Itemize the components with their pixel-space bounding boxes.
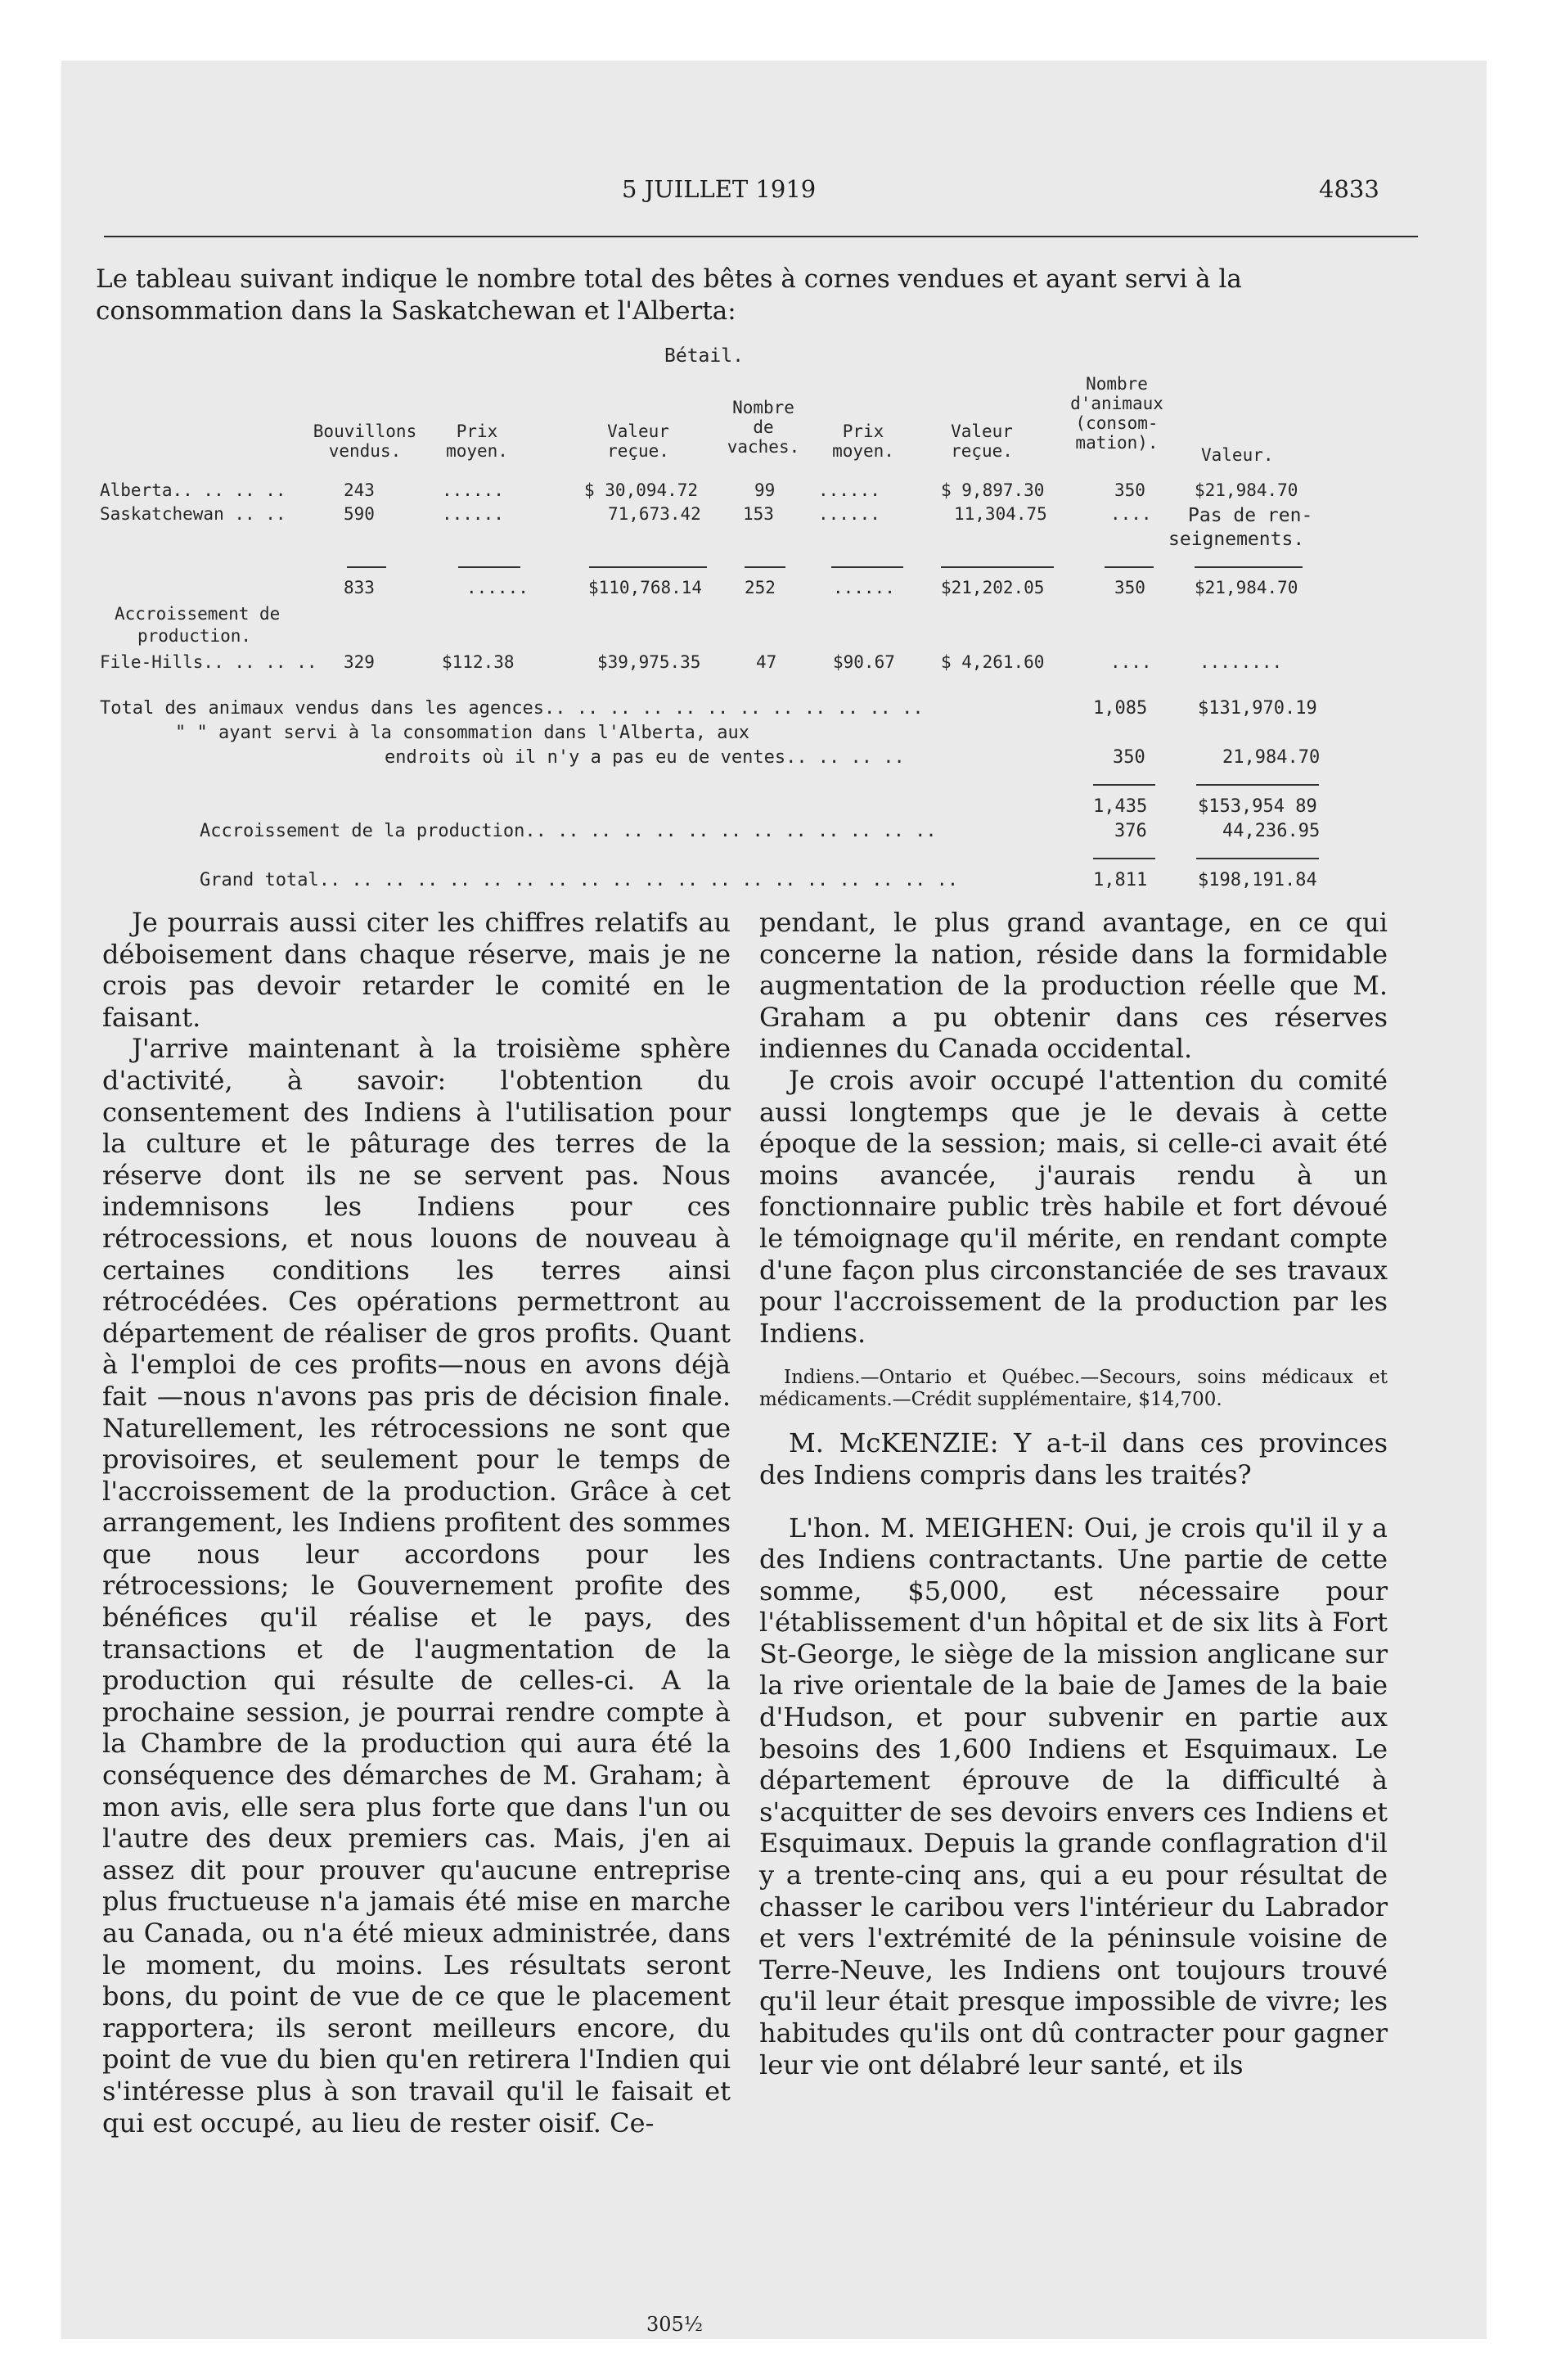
page-number: 4833 xyxy=(1319,175,1379,203)
intro-paragraph: Le tableau suivant indique le nombre total des bêtes à cornes vendues et ayant servi à la consommation dans la Saskatchewan et l'Alberta: xyxy=(96,264,1242,326)
row-label-saskatchewan: Saskatchewan .. .. xyxy=(100,504,286,524)
header-prix-1: Prix moyen. xyxy=(446,421,508,461)
file-hills-bouvillons: 329 xyxy=(344,652,375,672)
saskatchewan-prix-2: ...... xyxy=(818,504,880,524)
summary-sum-value: $153,954 89 xyxy=(1198,796,1317,817)
subtotal-animaux: 350 xyxy=(1114,578,1145,597)
saskatchewan-animaux: .... xyxy=(1110,504,1152,524)
alberta-prix-1: ...... xyxy=(442,480,504,500)
header-bouvillons: Bouvillons vendus. xyxy=(313,421,417,461)
left-paragraph-2: J'arrive maintenant à la troisième sphère d'activité, à savoir: l'obtention du consentement des Indiens à l'utilisation pour la culture et le pâturage des terres de la réserve dont ils ne se servent pas. Nous indemnisons les Indiens pour ces rétrocessions, et nous louons de nouveau à certaines conditions les terres ainsi rétrocédées. Ces opérations permettront au département de réaliser de gros profits. Quant à l'emploi de ces profits—nous en avons déjà fait —nous n'avons pas pris de décision finale. Naturellement, les rétrocessions ne sont que provisoires, et seulement pour le temps de l'accroissement de la production. Grâce à cet arrangement, les Indiens profitent des sommes que nous leur accordons pour les rétrocessions; le Gouvernement profite des bénéfices qu'il réalise et le pays, des transactions et de l'augmentation de la production qui résulte de celles-ci. A la prochaine session, je pourrai rendre compte à la Chambre de la production qui aura été la conséquence des démarches de M. Graham; à mon avis, elle sera plus forte que dans l'un ou l'autre des deux premiers cas. Mais, j'en ai assez dit pour prouver qu'aucune entreprise plus fructueuse n'a jamais été mise en marche au Canada, ou n'a été mieux administrée, dans le moment, du moins. Les résultats seront bons, du point de vue de ce que le placement rapportera; ils seront meilleurs encore, du point de vue du bien qu'en retirera l'Indien qui s'intéresse plus à son travail qu'il le faisait et qui est occupé, au lieu de rester oisif. Ce- xyxy=(102,1033,731,2139)
saskatchewan-vaches: 153 xyxy=(743,504,774,524)
summary-total-value: $131,970.19 xyxy=(1198,698,1317,719)
header-nombre-vaches: Nombre de vaches. xyxy=(727,398,800,457)
rule-animaux xyxy=(1105,566,1154,568)
summary-alberta-label-b: endroits où il n'y a pas eu de ventes.. .. .. .. xyxy=(385,747,905,768)
summary-rule-value xyxy=(1196,784,1319,786)
right-paragraph-meighen: L'hon. M. MEIGHEN: Oui, je crois qu'il il y a des Indiens contractants. Une partie de cette somme, $5,000, est nécessaire pour l'établissement d'un hôpital et de six lits à Fort St-George, le siège de la mission anglicane sur la rive orientale de la baie de James de la baie d'Hudson, et pour subvenir en partie aux besoins des 1,600 Indiens et Esquimaux. Le département éprouve de la difficulté à s'acquitter de ses devoirs envers ces Indiens et Esquimaux. Depuis la grande conflagration d'il y a trente-cinq ans, qui a eu pour résultat de chasser le caribou vers l'intérieur du Labrador et vers l'extrémité de la péninsule voisine de Terre-Neuve, les Indiens ont toujours trouvé qu'il leur était presque impossible de vivre; les habitudes qu'ils ont dû contracter pour gagner leur vie ont délabré leur santé, et ils xyxy=(759,1512,1388,2080)
summary-rule-value-2 xyxy=(1196,858,1319,859)
row-label-alberta: Alberta.. .. .. .. xyxy=(100,480,286,500)
header-valeur-2: Valeur reçue. xyxy=(951,421,1013,461)
summary-sum-count: 1,435 xyxy=(1093,796,1148,817)
rule-valeur-3 xyxy=(1195,566,1303,568)
subtotal-prix-1: ...... xyxy=(466,578,529,597)
summary-alberta-value: 21,984.70 xyxy=(1222,747,1321,768)
header-valeur-1: Valeur reçue. xyxy=(607,421,669,461)
subtotal-valeur-3: $21,984.70 xyxy=(1195,578,1298,597)
right-paragraph-2: Je crois avoir occupé l'attention du comité aussi longtemps que je le devais à cette époque de la session; mais, si celle-ci avait été moins avancée, j'aurais rendu à un fonctionnaire public très habile et fort dévoué le témoignage qu'il mérite, en rendant compte d'une façon plus circonstanciée de ses travaux pour l'accroissement de la production par les Indiens. xyxy=(759,1064,1388,1349)
row-label-file-hills: File-Hills.. .. .. .. xyxy=(100,652,317,672)
rule-valeur-2 xyxy=(941,566,1054,568)
summary-alberta-count: 350 xyxy=(1113,747,1145,768)
alberta-valeur-2: $ 9,897.30 xyxy=(941,480,1045,500)
summary-accroissement-count: 376 xyxy=(1114,821,1147,841)
summary-rule-count-2 xyxy=(1093,858,1155,859)
subtotal-bouvillons: 833 xyxy=(344,578,375,597)
summary-accroissement-value: 44,236.95 xyxy=(1222,821,1321,841)
subtotal-valeur-1: $110,768.14 xyxy=(588,578,703,597)
file-hills-valeur-2: $ 4,261.60 xyxy=(941,652,1045,672)
summary-grand-total-count: 1,811 xyxy=(1093,870,1148,890)
subtotal-valeur-2: $21,202.05 xyxy=(941,578,1045,597)
left-paragraph-1: Je pourrais aussi citer les chiffres relatifs au déboisement dans chaque réserve, mais je ne crois pas devoir retarder le comité en le faisant. xyxy=(102,907,731,1033)
header-prix-2: Prix moyen. xyxy=(832,421,894,461)
header-rule xyxy=(104,236,1418,237)
summary-accroissement-label: Accroissement de la production.. .. .. .. .. .. .. .. .. .. .. .. .. xyxy=(200,821,937,841)
subtotal-prix-2: ...... xyxy=(833,578,895,597)
saskatchewan-prix-1: ...... xyxy=(442,504,504,524)
saskatchewan-valeur-1: 71,673.42 xyxy=(608,504,701,524)
page-footer-number: 305½ xyxy=(646,2313,704,2336)
right-paragraph-mckenzie: M. McKENZIE: Y a-t-il dans ces provinces des Indiens compris dans les traités? xyxy=(759,1427,1388,1490)
summary-rule-count xyxy=(1093,784,1155,786)
accroissement-label: Accroissement de production. xyxy=(115,604,281,646)
page-date: 5 JUILLET 1919 xyxy=(622,175,817,203)
alberta-animaux: 350 xyxy=(1114,480,1145,500)
file-hills-valeur-1: $39,975.35 xyxy=(597,652,701,672)
saskatchewan-valeur-3: Pas de ren- seignements. xyxy=(1168,505,1313,550)
table-title: Bétail. xyxy=(664,345,744,367)
file-hills-valeur-3: ........ xyxy=(1199,652,1283,672)
saskatchewan-valeur-2: 11,304.75 xyxy=(954,504,1047,524)
summary-alberta-label-a: " " ayant servi à la consommation dans l'Alberta, aux xyxy=(175,723,749,743)
subtotal-vaches: 252 xyxy=(745,578,776,597)
file-hills-animaux: .... xyxy=(1110,652,1152,672)
file-hills-prix-2: $90.67 xyxy=(833,652,895,672)
saskatchewan-bouvillons: 590 xyxy=(344,504,375,524)
alberta-vaches: 99 xyxy=(754,480,776,500)
file-hills-prix-1: $112.38 xyxy=(442,652,515,672)
header-valeur-3: Valeur. xyxy=(1201,445,1274,465)
right-column xyxy=(759,907,1388,2080)
rule-bouvillons xyxy=(347,566,386,568)
summary-total-label: Total des animaux vendus dans les agences.. .. .. .. .. .. .. .. .. .. .. .. xyxy=(100,698,924,719)
summary-total-count: 1,085 xyxy=(1093,698,1148,719)
alberta-bouvillons: 243 xyxy=(344,480,375,500)
summary-grand-total-value: $198,191.84 xyxy=(1198,870,1317,890)
summary-grand-total-label: Grand total.. .. .. .. .. .. .. .. .. .. .. .. .. .. .. .. .. .. .. .. xyxy=(200,870,959,890)
rule-valeur-1 xyxy=(589,566,707,568)
rule-prix-1 xyxy=(458,566,520,568)
rule-prix-2 xyxy=(831,566,903,568)
header-nombre-animaux: Nombre d'animaux (consom- mation). xyxy=(1070,374,1163,453)
alberta-valeur-1: $ 30,094.72 xyxy=(584,480,699,500)
file-hills-vaches: 47 xyxy=(756,652,777,672)
alberta-valeur-3: $21,984.70 xyxy=(1195,480,1298,500)
budget-item: Indiens.—Ontario et Québec.—Secours, soins médicaux et médicaments.—Crédit supplémentaire, $14,700. xyxy=(759,1367,1388,1411)
rule-vaches xyxy=(745,566,785,568)
right-paragraph-1: pendant, le plus grand avantage, en ce qui concerne la nation, réside dans la formidable augmentation de la production réelle que M. Graham a pu obtenir dans ces réserves indiennes du Canada occidental. xyxy=(759,907,1388,1065)
alberta-prix-2: ...... xyxy=(818,480,880,500)
left-column xyxy=(102,907,731,2139)
